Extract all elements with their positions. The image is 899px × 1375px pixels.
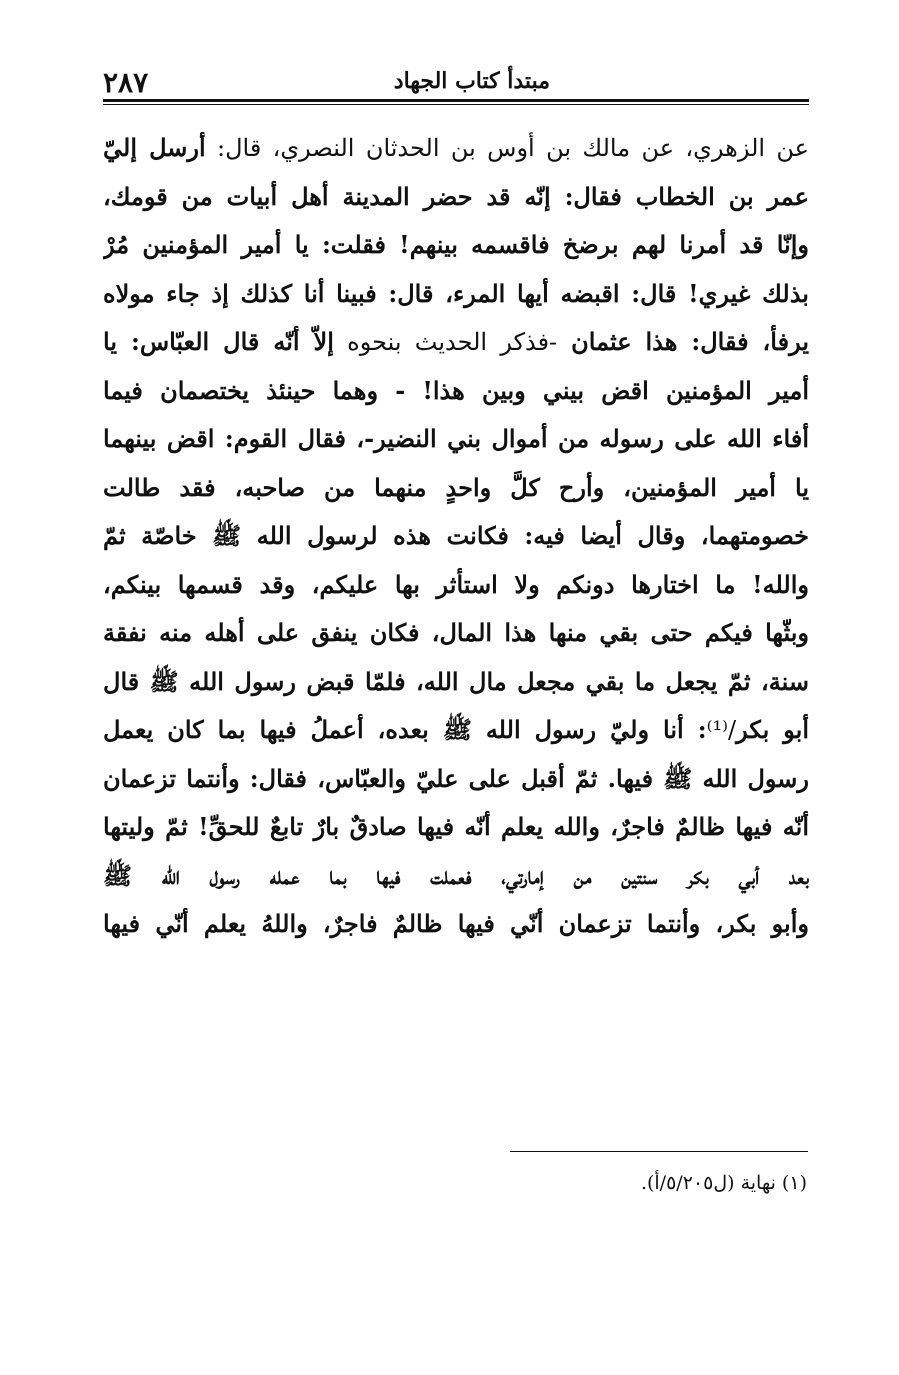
text-segment: يا أمير المؤمنين، وأرح كلَّ واحدٍ منهما من صاحبه، فقد طالت <box>103 472 809 502</box>
text-line <box>103 221 809 270</box>
text-line <box>103 900 809 949</box>
text-segment: وبثّها فيكم حتى بقي منها هذا المال، فكان ينفق على أهله منه نفقة <box>103 618 809 647</box>
text-line <box>103 270 809 319</box>
header-rule-thin <box>103 104 809 105</box>
text-segment: وإنّا قد أمرنا لهم برضخ فاقسمه بينهم! فقلت: يا أمير المؤمنين مُرْ <box>103 230 809 259</box>
text-segment: أبو بكر <box>736 715 809 744</box>
text-line <box>103 561 809 610</box>
text-segment: بذلك غيري! قال: اقبضه أيها المرء، قال: فبينا أنا كذلك إذ جاء مولاه <box>103 278 809 308</box>
text-segment: أمير المؤمنين اقض بيني وبين هذا! - وهما حينئذ يختصمان فيما <box>103 375 809 405</box>
body-text <box>103 124 809 949</box>
running-header <box>103 66 808 100</box>
text-line <box>103 464 809 513</box>
text-segment: خصومتهما، وقال أيضا فيه: فكانت هذه لرسول الله ﷺ خاصّة ثمّ <box>103 521 809 550</box>
text-line <box>103 803 809 852</box>
text-line <box>103 755 809 804</box>
text-segment: أنّه فيها ظالمٌ فاجرٌ، والله يعلم أنّه فيها صادقٌ بارٌ تابعٌ للحقِّ! ثمّ وليتها <box>103 812 809 841</box>
text-segment: /⁽¹⁾ <box>706 716 737 744</box>
text-line <box>103 512 809 561</box>
text-line <box>103 609 809 658</box>
footnote-separator <box>510 1151 808 1152</box>
text-segment: -فذكر الحديث بنحوه <box>333 328 558 356</box>
text-segment: بعد أبي بكر سنتين من إمارتي، فعملت فيها بما عمله رسول الله ﷺ <box>103 860 809 890</box>
text-segment: أفاء الله على رسوله من أموال بني النضير-، فقال القوم: اقض بينهما <box>103 424 809 453</box>
text-line <box>103 852 809 901</box>
text-line <box>103 318 809 367</box>
text-segment: سنة، ثمّ يجعل ما بقي مجعل مال الله، فلمّا قبض رسول الله ﷺ قال <box>103 666 809 696</box>
text-line <box>103 706 809 755</box>
text-segment: أرسل إليّ <box>103 133 206 162</box>
text-segment: رسول الله ﷺ فيها. ثمّ أقبل على عليّ والعبّاس، فقال: وأنتما تزعمان <box>103 763 809 793</box>
chapter-title: مبتدأ كتاب الجهاد <box>393 68 550 94</box>
text-segment: يرفأ، فقال: هذا عثمان <box>557 327 809 356</box>
text-line <box>103 658 809 707</box>
text-segment: إلاّ أنّه قال العبّاس: يا <box>103 327 334 356</box>
text-segment: عن الزهري، عن مالك بن أوس بن الحدثان النصري، قال: <box>205 134 809 162</box>
page-number: ٢٨٧ <box>103 66 149 99</box>
text-line <box>103 173 809 222</box>
text-line <box>103 124 809 173</box>
text-line <box>103 367 809 416</box>
text-segment: وأبو بكر، وأنتما تزعمان أنّي فيها ظالمٌ فاجرٌ، واللهُ يعلم أنّي فيها <box>103 909 809 938</box>
header-rule <box>103 99 809 102</box>
text-line <box>103 415 809 464</box>
footnote: (١) نهاية (ل٥/٢٠٥/أ). <box>640 1172 807 1194</box>
text-segment: عمر بن الخطاب فقال: إنّه قد حضر المدينة أهل أبيات من قومك، <box>103 181 809 211</box>
text-segment: : أنا وليّ رسول الله ﷺ بعده، أعملُ فيها بما كان يعمل <box>103 715 707 744</box>
text-segment: والله! ما اختارها دونكم ولا استأثر بها عليكم، وقد قسمها بينكم، <box>103 569 809 599</box>
